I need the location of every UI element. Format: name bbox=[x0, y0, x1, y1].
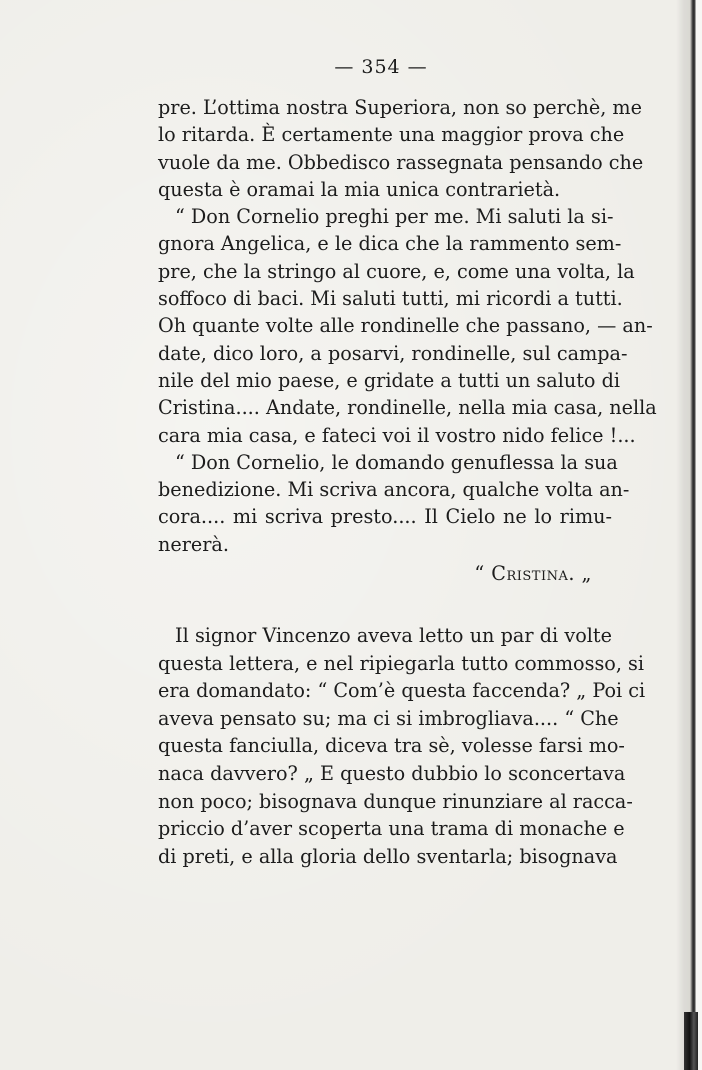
text-line: pre, che la stringo al cuore, e, come una volta, la bbox=[158, 259, 635, 283]
text-line: soffoco di baci. Mi saluti tutti, mi ricordi a tutti. bbox=[158, 287, 623, 311]
text-line: naca davvero? „ E questo dubbio lo sconcertava bbox=[158, 761, 626, 785]
text-line: questa fanciulla, diceva tra sè, volesse farsi mo- bbox=[158, 734, 625, 758]
text-line: cora.... mi scriva presto.... Il Cielo ne lo rimu- bbox=[158, 505, 612, 529]
text-line: Cristina.... Andate, rondinelle, nella mia casa, nella bbox=[158, 396, 657, 420]
book-spine-edge bbox=[676, 0, 702, 1070]
text-line: gnora Angelica, e le dica che la rammento sem- bbox=[158, 232, 622, 256]
text-line: vuole da me. Obbedisco rassegnata pensando che bbox=[158, 150, 644, 174]
narrative-text bbox=[158, 622, 646, 870]
letter-signature: “ Cristina. „ bbox=[474, 562, 592, 586]
text-line: pre. L’ottima nostra Superiora, non so perchè, me bbox=[158, 96, 642, 119]
text-line: aveva pensato su; ma ci si imbrogliava.... “ Che bbox=[158, 706, 619, 730]
text-line: questa è oramai la mia unica contrarietà. bbox=[158, 177, 561, 201]
page-number: — 354 — bbox=[334, 56, 428, 78]
text-line: Oh quante volte alle rondinelle che passano, — an- bbox=[158, 314, 653, 338]
letter-text bbox=[158, 94, 657, 587]
text-line: di preti, e alla gloria dello sventarla; bisognava bbox=[158, 844, 618, 868]
text-line: questa lettera, e nel ripiegarla tutto commosso, si bbox=[158, 651, 645, 675]
text-line: cara mia casa, e fateci voi il vostro nido felice !... bbox=[158, 423, 636, 447]
book-spine-binding bbox=[684, 1012, 698, 1070]
text-line: non poco; bisognava dunque rinunziare al racca- bbox=[158, 789, 633, 813]
text-line: lo ritarda. È certamente una maggior prova che bbox=[158, 123, 625, 147]
text-line: nererà. bbox=[158, 532, 229, 556]
text-line: date, dico loro, a posarvi, rondinelle, sul campa- bbox=[158, 341, 628, 365]
text-line: Il signor Vincenzo aveva letto un par di volte bbox=[175, 624, 612, 647]
text-line: era domandato: “ Com’è questa faccenda? „ Poi ci bbox=[158, 679, 646, 703]
text-line: “ Don Cornelio preghi per me. Mi saluti la si- bbox=[175, 205, 614, 229]
text-line: priccio d’aver scoperta una trama di monache e bbox=[158, 817, 625, 841]
text-line: benedizione. Mi scriva ancora, qualche volta an- bbox=[158, 478, 630, 502]
text-line: “ Don Cornelio, le domando genuflessa la sua bbox=[175, 450, 618, 474]
text-line: nile del mio paese, e gridate a tutti un saluto di bbox=[158, 368, 620, 392]
